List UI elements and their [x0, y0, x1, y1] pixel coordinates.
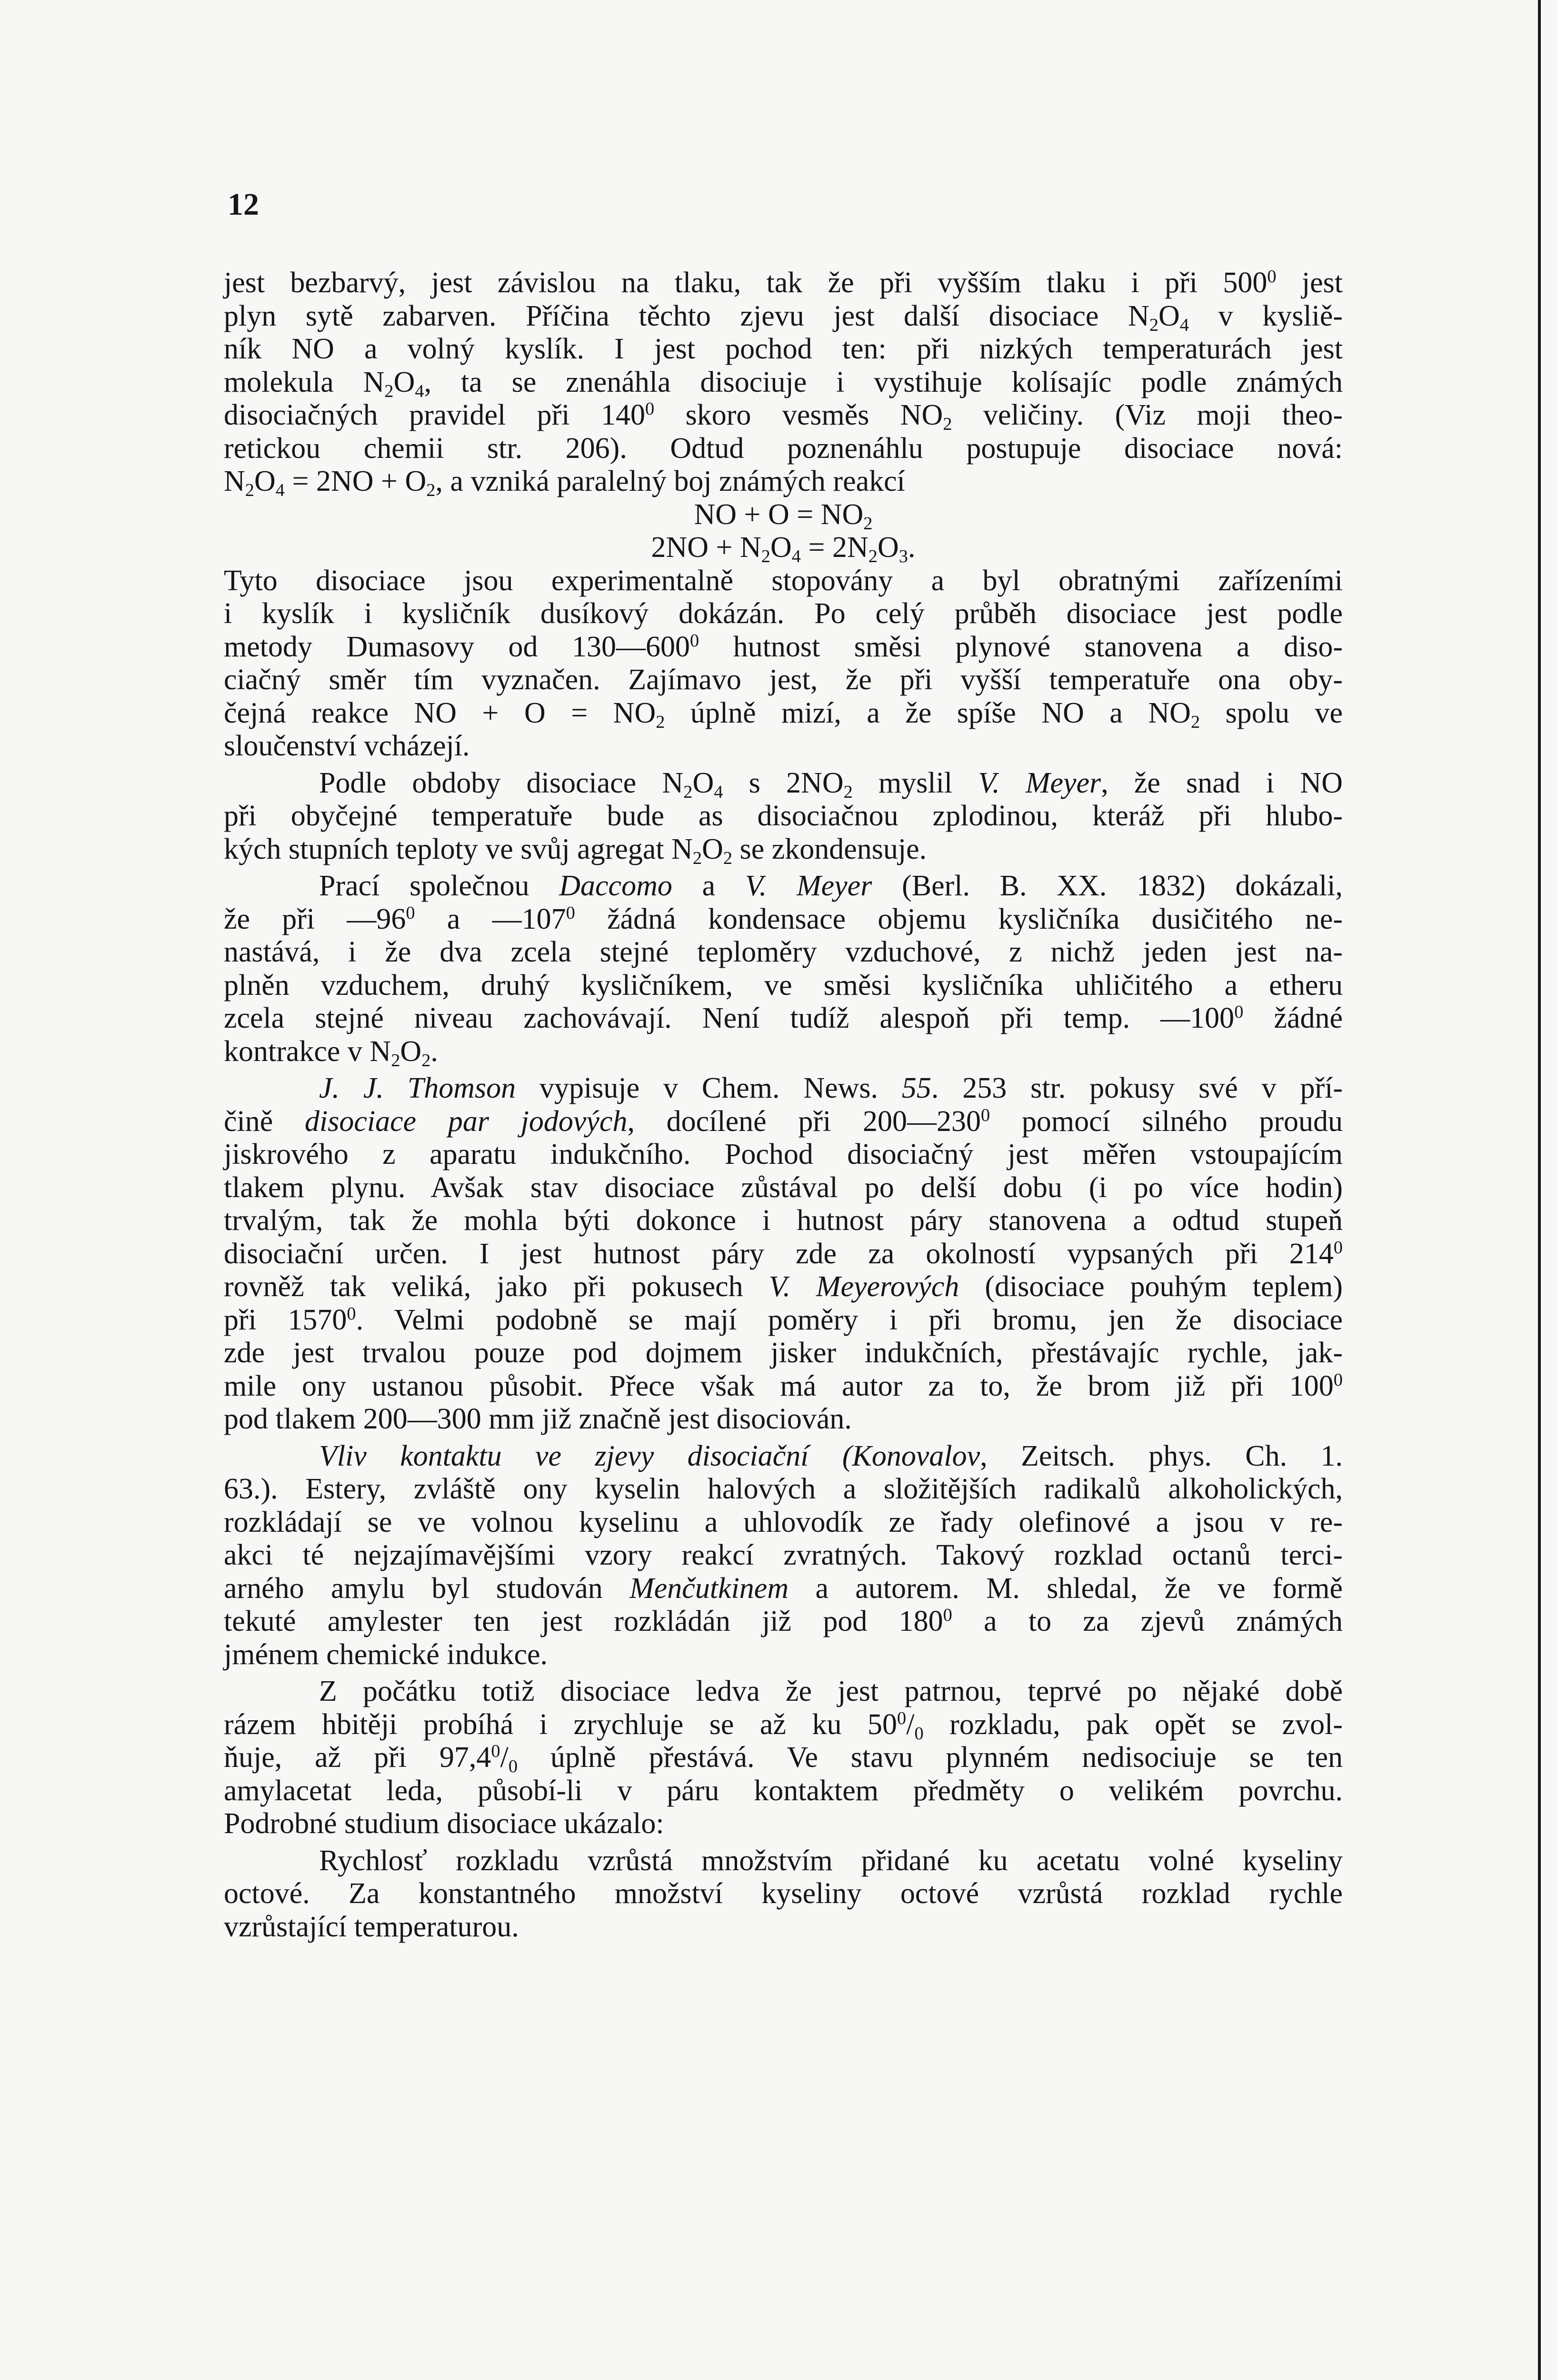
page-number: 12 — [228, 187, 259, 222]
equation-line: $2NO + N_2O_4 = 2N_2O_3$. — [651, 531, 916, 566]
text-line: trvalým, tak že mohla býti dokonce i hutnost páry stanovena a odtud stupeň — [224, 1204, 1343, 1237]
text-line: jménem chemické indukce. — [224, 1638, 548, 1671]
text-line: arného amylu byl studován Menčutkinem a autorem. M. shledal, že ve formě — [224, 1572, 1343, 1605]
body-text — [224, 267, 1343, 1944]
text-line: amylacetat leda, působí-li v páru kontaktem předměty o velikém povrchu. — [224, 1774, 1343, 1807]
text-line: 63.). Estery, zvláště ony kyselin halových a složitějších radikalů alkoholických, — [224, 1473, 1343, 1505]
text-line: mile ony ustanou působit. Přece však má autor za to, že brom již při $100^0$ — [224, 1369, 1343, 1402]
text-line: retickou chemii str. 206). Odtud poznenáhlu postupuje disociace nová: — [224, 432, 1343, 465]
text-line: Vliv kontaktu ve zjevy disociační (Konovalov, Zeitsch. phys. Ch. 1. — [319, 1439, 1343, 1472]
text-line: metody Dumasovy od $130—600^0$ hutnost směsi plynové stanovena a diso- — [224, 630, 1343, 663]
text-line: Z počátku totiž disociace ledva že jest patrnou, teprvé po nějaké době — [319, 1675, 1343, 1707]
text-line: molekula $N_2O_4$, ta se znenáhla disociuje i vystihuje kolísajíc podle známých — [224, 366, 1343, 401]
text-line: čejná reakce NO + $O = NO_2$ úplně mizí, a že spíše NO a $NO_2$ spolu ve — [224, 696, 1343, 732]
text-line: ciačný směr tím vyznačen. Zajímavo jest, že při vyšší temperatuře ona oby- — [224, 664, 1343, 696]
text-line: disociační určen. I jest hutnost páry zde za okolností vypsaných při $214^0$ — [224, 1237, 1343, 1270]
text-line: pod tlakem 200—300 mm již značně jest disociován. — [224, 1403, 852, 1435]
text-line: rázem hbitěji probíhá i zrychluje se až ku $50^0/_0$ rozkladu, pak opět se zvol- — [224, 1708, 1343, 1744]
text-line: Prací společnou Daccomo a V. Meyer (Berl. B. XX. 1832) dokázali, — [319, 870, 1343, 902]
text-line: zde jest trvalou pouze pod dojmem jisker indukčních, přestávajíc rychle, jak- — [224, 1337, 1343, 1369]
text-line: čině disociace par jodových, docílené při $200—230^0$ pomocí silného proudu — [224, 1105, 1343, 1138]
text-line: rovněž tak veliká, jako při pokusech V. Meyerových (disociace pouhým teplem) — [224, 1270, 1343, 1303]
scan-edge-line — [1538, 0, 1541, 2380]
text-line: při 1570$^0$. Velmi podobně se mají poměry i při bromu, jen že disociace — [224, 1303, 1343, 1336]
equation-line: NO + $O = NO_2$ — [694, 498, 873, 534]
text-line: nastává, i že dva zcela stejné teploměry vzduchové, z nichž jeden jest na- — [224, 936, 1343, 968]
text-line: akci té nejzajímavějšími vzory reakcí zvratných. Takový rozklad octanů terci- — [224, 1539, 1343, 1571]
text-line: tlakem plynu. Avšak stav disociace zůstával po delší dobu (i po více hodin) — [224, 1171, 1343, 1204]
text-line: vzrůstající temperaturou. — [224, 1910, 519, 1943]
text-line: sloučenství vcházejí. — [224, 730, 470, 762]
text-line: kých stupních teploty ve svůj agregat $N_2O_2$ se zkondensuje. — [224, 833, 927, 868]
text-line: jiskrového z aparatu indukčního. Pochod disociačný jest měřen vstoupajícím — [224, 1138, 1343, 1170]
text-line: Tyto disociace jsou experimentalně stopovány a byl obratnými zařízeními — [224, 564, 1343, 597]
text-line: J. J. Thomson vypisuje v Chem. News. 55. 253 str. pokusy své v pří- — [319, 1072, 1343, 1104]
text-line: kontrakce v $N_2O_2$. — [224, 1035, 438, 1071]
text-line: plyn sytě zabarven. Příčina těchto zjevu jest další disociace $N_2O_4$ v kysliě- — [224, 299, 1343, 335]
text-line: $N_2O_4 = 2NO + O_2$, a vzniká paralelný boj známých reakcí — [224, 465, 905, 500]
text-line: ňuje, až při $97,4^0/_0$ úplně přestává. Ve stavu plynném nedisociuje se ten — [224, 1741, 1343, 1776]
text-line: rozkládají se ve volnou kyselinu a uhlovodík ze řady olefinové a jsou v re- — [224, 1506, 1343, 1538]
text-line: disociačných pravidel při $140^0$ skoro vesměs $NO_2$ veličiny. (Viz moji theo- — [224, 398, 1343, 434]
text-line: tekuté amylester ten jest rozkládán již pod $180^0$ a to za zjevů známých — [224, 1605, 1343, 1637]
text-line: ník NO a volný kyslík. I jest pochod ten: při nizkých temperaturách jest — [224, 333, 1343, 365]
text-line: i kyslík i kysličník dusíkový dokázán. Po celý průběh disociace jest podle — [224, 597, 1343, 630]
text-line: Rychlosť rozkladu vzrůstá množstvím přidané ku acetatu volné kyseliny — [319, 1844, 1343, 1877]
text-line: Podle obdoby disociace $N_2O_4$ s $2NO_2$ myslil V. Meyer, že snad i NO — [319, 766, 1343, 802]
text-line: jest bezbarvý, jest závislou na tlaku, tak že při vyšším tlaku i při $500^0$ jest — [224, 266, 1343, 299]
text-line: při obyčejné temperatuře bude as disociačnou zplodinou, kteráž při hlubo- — [224, 800, 1343, 832]
text-line: plněn vzduchem, druhý kysličníkem, ve směsi kysličníka uhličitého a etheru — [224, 969, 1343, 1002]
text-line: octové. Za konstantného množství kyseliny octové vzrůstá rozklad rychle — [224, 1877, 1343, 1910]
text-line: zcela stejné niveau zachovávají. Není tudíž alespoň při temp. $—100^0$ žádné — [224, 1002, 1343, 1034]
text-line: že při $—96^0$ a $—107^0$ žádná kondensace objemu kysličníka dusičitého ne- — [224, 902, 1343, 935]
text-line: Podrobné studium disociace ukázalo: — [224, 1807, 664, 1840]
